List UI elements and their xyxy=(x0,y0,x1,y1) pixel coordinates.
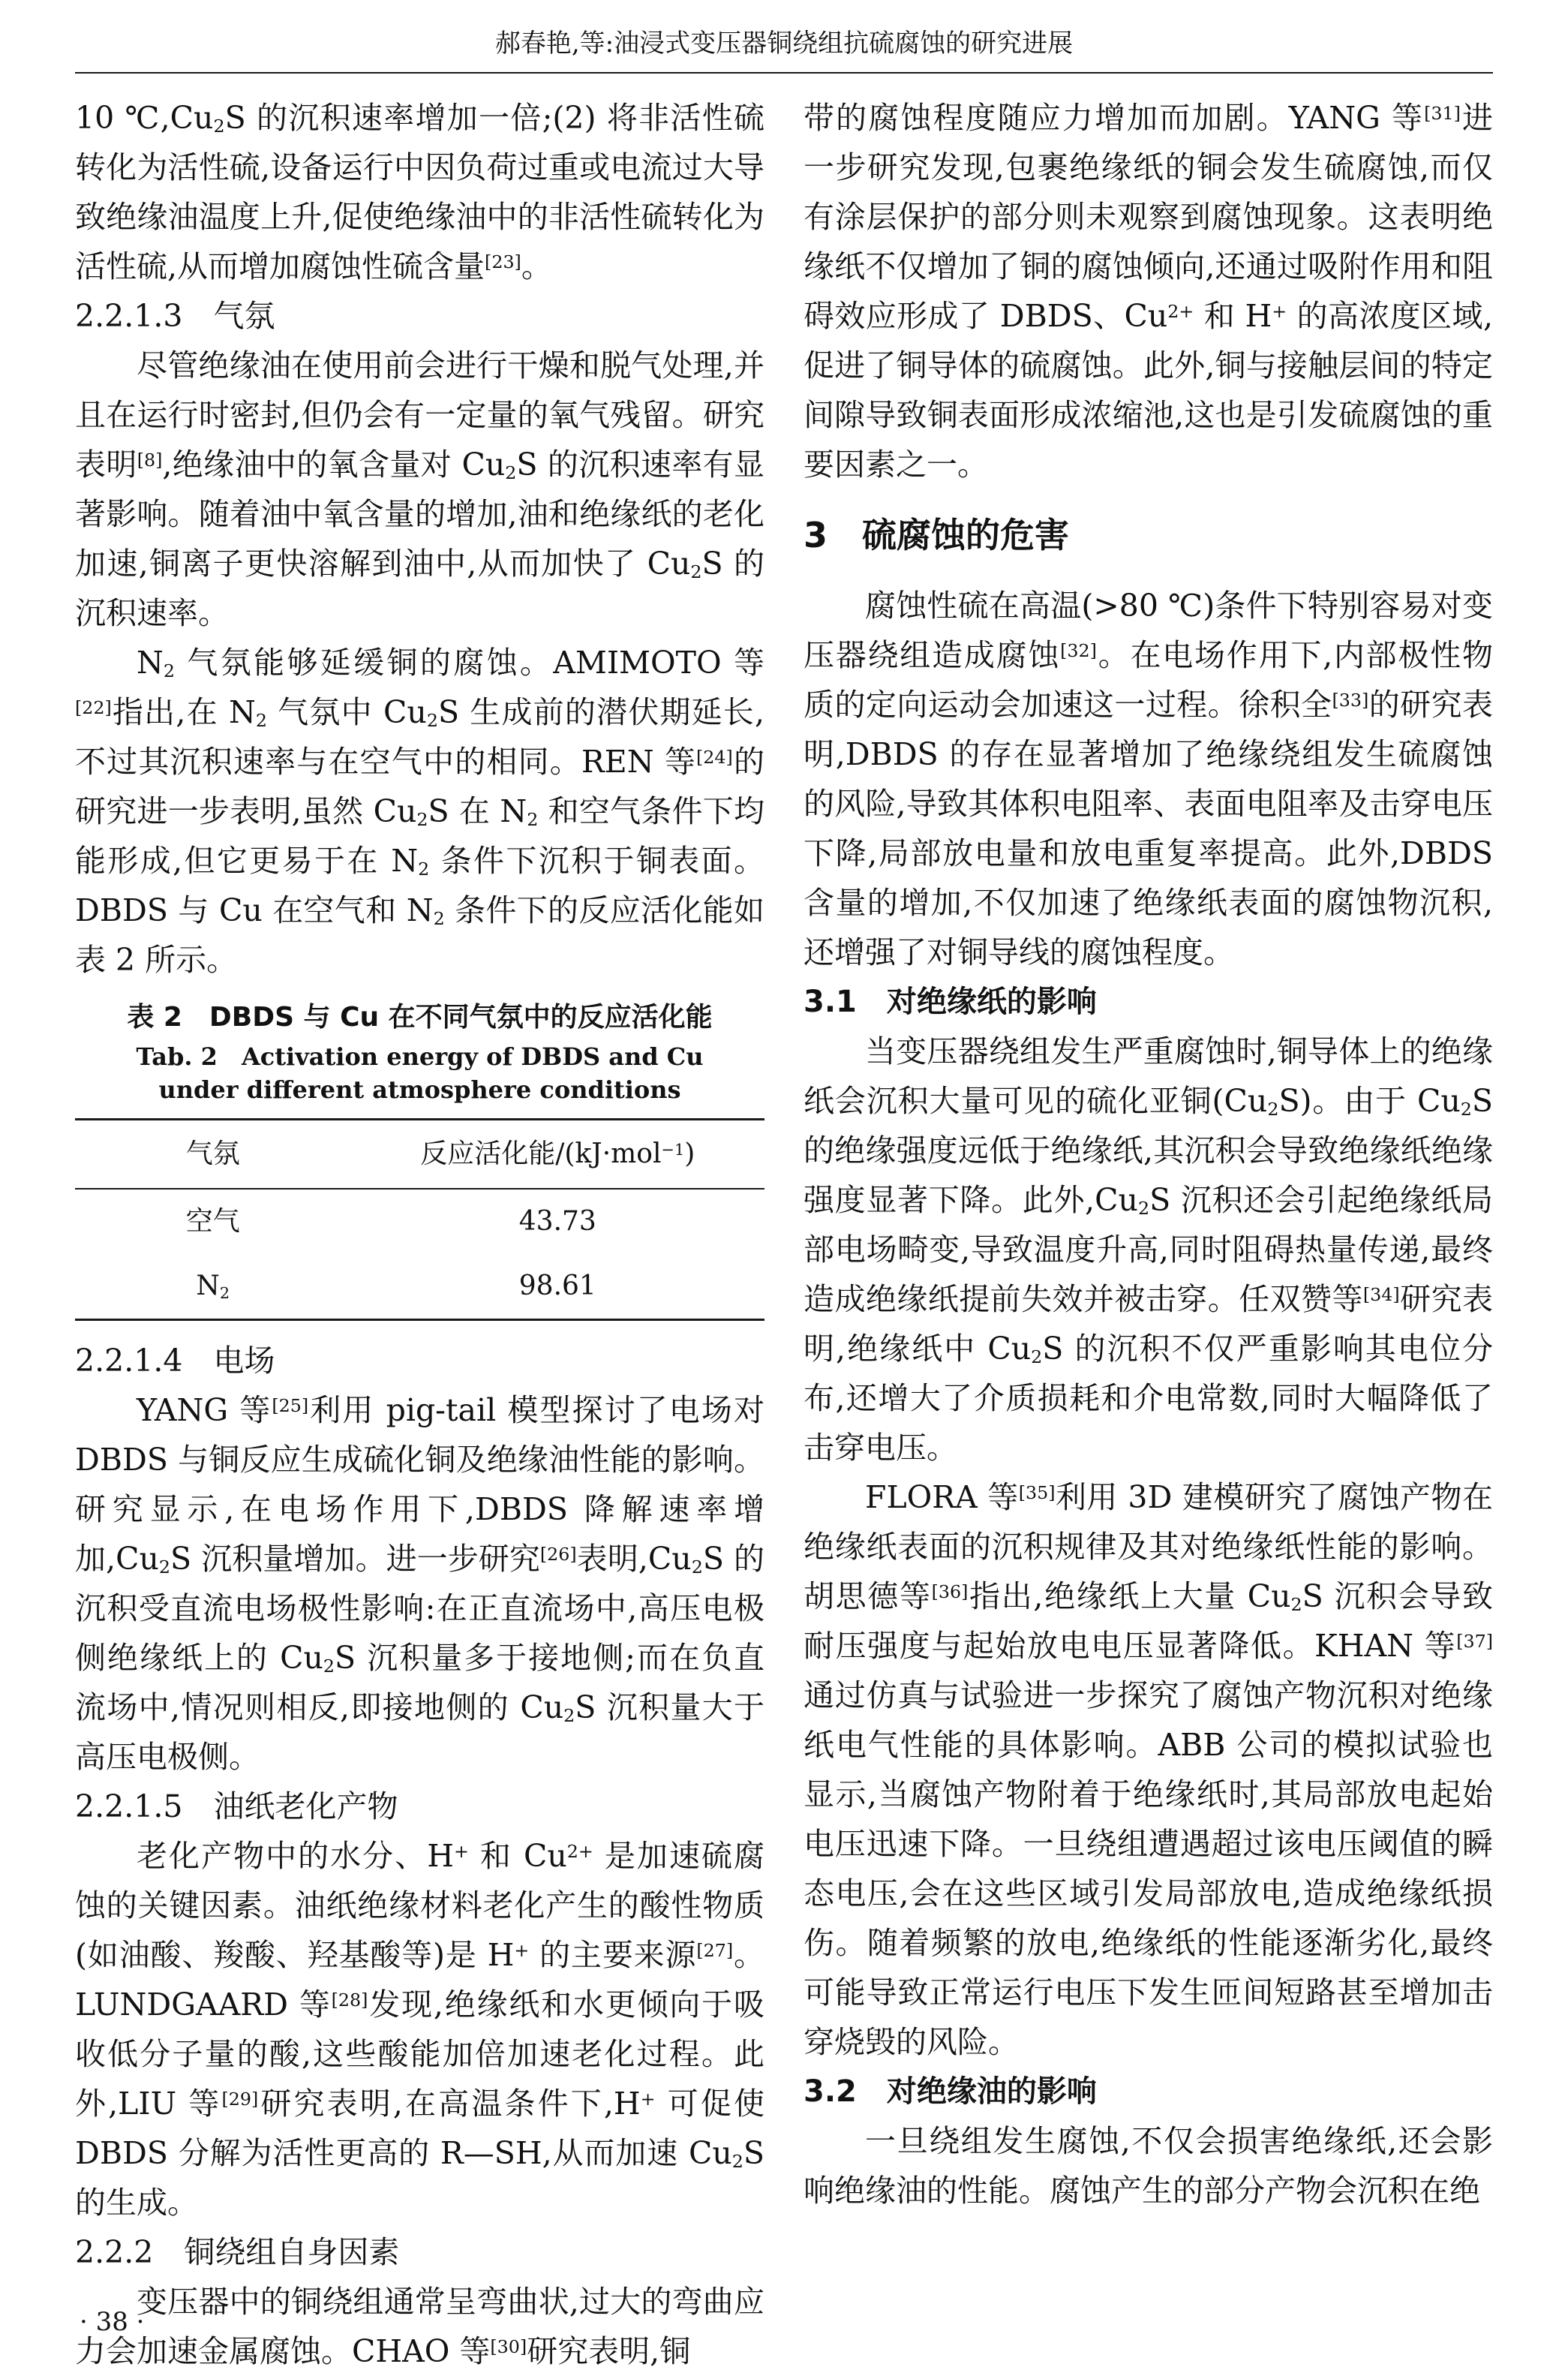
heading-2-2-1-3-atmosphere: 2.2.1.3 气氛 xyxy=(75,298,275,334)
table-2 xyxy=(75,1118,764,1321)
table-2-caption-en: Tab. 2 Activation energy of DBDS and Cu under different atmosphere conditions xyxy=(136,1042,704,1104)
heading-3-1-insulation-paper: 3.1 对绝缘纸的影响 xyxy=(804,985,1097,1019)
table-2-caption-zh: 表 2 DBDS 与 Cu 在不同气氛中的反应活化能 xyxy=(127,1002,713,1033)
heading-2-2-1-4-electric-field: 2.2.1.4 电场 xyxy=(75,1343,275,1379)
paragraph-copper-winding: 变压器中的铜绕组通常呈弯曲状,过大的弯曲应力会加速金属腐蚀。CHAO 等[30]研究表明,铜 xyxy=(75,2284,764,2369)
cell-activation-energy: 43.73 xyxy=(518,1206,596,1237)
paragraph-insulation-paper-1: 当变压器绕组发生严重腐蚀时,铜导体上的绝缘纸会沉积大量可见的硫化亚铜$(Cu_2S)$。由于 $Cu_2S$ 的绝缘强度远低于绝缘纸,其沉积会导致绝缘纸绝缘强度显著下降。此外$,Cu_2S$ 沉积还会引起绝缘纸局部电场畸变,导致温度升高,同时阻碍热量传递,最终造成绝缘纸提前失效并被击穿。任双赞等[34]研究表明,绝缘纸中 $Cu_2S$ 的沉积不仅严重影响其电位分布,还增大了介质损耗和介电常数,同时大幅降低了击穿电压。 xyxy=(804,1033,1494,1466)
heading-2-2-2-copper-winding: 2.2.2 铜绕组自身因素 xyxy=(75,2234,400,2270)
heading-3-sulfur-corrosion-hazards: 3 硫腐蚀的危害 xyxy=(804,515,1070,555)
paragraph-insulating-oil: 一旦绕组发生腐蚀,不仅会损害绝缘纸,还会影响绝缘油的性能。腐蚀产生的部分产物会沉积在绝 xyxy=(804,2123,1493,2209)
paragraph-continuation: 10 $℃,Cu_2S$ 的沉积速率增加一倍;(2) 将非活性硫转化为活性硫,设备运行中因负荷过重或电流过大导致绝缘油温度上升,促使绝缘油中的非活性硫转化为活性硫,从而增加腐蚀性硫含量[23]。 xyxy=(75,100,764,284)
paragraph-insulation-paper-2: FLORA 等[35]利用 3D 建模研究了腐蚀产物在绝缘纸表面的沉积规律及其对绝缘纸性能的影响。胡思德等[36]指出,绝缘纸上大量 $Cu_2S$ 沉积会导致耐压强度与起始放电电压显著降低。KHAN 等[37]通过仿真与试验进一步探究了腐蚀产物沉积对绝缘纸电气性能的具体影响。ABB 公司的模拟试验也显示,当腐蚀产物附着于绝缘纸时,其局部放电起始电压迅速下降。一旦绕组遭遇超过该电压阈值的瞬态电压,会在这些区域引发局部放电,造成绝缘纸损伤。随着频繁的放电,绝缘纸的性能逐渐劣化,最终可能导致正常运行电压下发生匝间短路甚至增加击穿烧毁的风险。 xyxy=(804,1479,1494,2060)
paragraph-atmosphere-1: 尽管绝缘油在使用前会进行干燥和脱气处理,并且在运行时密封,但仍会有一定量的氧气残留。研究表明[8],绝缘油中的氧含量对 $Cu_2S$ 的沉积速率有显著影响。随着油中氧含量的增加,油和绝缘纸的老化加速,铜离子更快溶解到油中,从而加快了 $Cu_2S$ 的沉积速率。 xyxy=(75,347,765,631)
table-2-header-activation-energy: 反应活化能/(kJ·mol$^{-1}$) xyxy=(351,1120,764,1190)
paragraph-aging-products: 老化产物中的水分、H+ 和 $Cu^{2+}$ 是加速硫腐蚀的关键因素。油纸绝缘材料老化产生的酸性物质(如油酸、羧酸、羟基酸等)是 H+ 的主要来源[27]。LUNDGAARD 等[28]发现,绝缘纸和水更倾向于吸收低分子量的酸,这些酸能加倍加速老化过程。此外,LIU 等[29]研究表明,在高温条件下,H+ 可促使 DBDS 分解为活性更高的 R—SH,从而加速 $Cu_2S$ 的生成。 xyxy=(75,1838,764,2221)
heading-2-2-1-5-aging-products: 2.2.1.5 油纸老化产物 xyxy=(75,1788,398,1824)
cell-atmosphere: 空气 xyxy=(185,1206,240,1237)
table-row xyxy=(75,1189,764,1254)
paragraph-hazards-intro: 腐蚀性硫在高温(>80 ℃)条件下特别容易对变压器绕组造成腐蚀[32]。在电场作用下,内部极性物质的定向运动会加速这一过程。徐积全[33]的研究表明,DBDS 的存在显著增加了绝缘绕组发生硫腐蚀的风险,导致其体积电阻率、表面电阻率及击穿电压下降,局部放电量和放电重复率提高。此外,DBDS 含量的增加,不仅加速了绝缘纸表面的腐蚀物沉积,还增强了对铜导线的腐蚀程度。 xyxy=(804,588,1494,970)
paragraph-continuation: 带的腐蚀程度随应力增加而加剧。YANG 等[31]进一步研究发现,包裹绝缘纸的铜会发生硫腐蚀,而仅有涂层保护的部分则未观察到腐蚀现象。这表明绝缘纸不仅增加了铜的腐蚀倾向,还通过吸附作用和阻碍效应形成了 DBDS、$Cu^{2+}$ 和 H+ 的高浓度区域,促进了铜导体的硫腐蚀。此外,铜与接触层间的特定间隙导致铜表面形成浓缩池,这也是引发硫腐蚀的重要因素之一。 xyxy=(804,100,1494,483)
table-header-row xyxy=(75,1120,764,1190)
page-number: · 38 · xyxy=(80,2307,145,2337)
heading-3-2-insulating-oil: 3.2 对绝缘油的影响 xyxy=(804,2074,1097,2109)
table-2-block xyxy=(75,997,764,1321)
table-2-header-atmosphere: 气氛 xyxy=(75,1120,351,1190)
page-header xyxy=(75,29,1493,74)
table-row xyxy=(75,1254,764,1320)
right-column xyxy=(804,93,1493,2376)
paragraph-electric-field: YANG 等[25]利用 pig-tail 模型探讨了电场对 DBDS 与铜反应生成硫化铜及绝缘油性能的影响。研究显示,在电场作用下,DBDS 降解速率增加$,Cu_2S$ 沉积量增加。进一步研究[26]表明$,Cu_2S$ 的沉积受直流电场极性影响:在正直流场中,高压电极侧绝缘纸上的 $Cu_2S$ 沉积量多于接地侧;而在负直流场中,情况则相反,即接地侧的 $Cu_2S$ 沉积量大于高压电极侧。 xyxy=(75,1392,765,1775)
paragraph-atmosphere-2: $N_2$ 气氛能够延缓铜的腐蚀。AMIMOTO 等[22]指出,在 $N_2$ 气氛中 $Cu_2S$ 生成前的潜伏期延长,不过其沉积速率与在空气中的相同。REN 等[24]的研究进一步表明,虽然 $Cu_2S$ 在 $N_2$ 和空气条件下均能形成,但它更易于在 $N_2$ 条件下沉积于铜表面。DBDS 与 Cu 在空气和 $N_2$ 条件下的反应活化能如表 2 所示。 xyxy=(75,645,764,978)
cell-activation-energy: 98.61 xyxy=(518,1271,596,1301)
left-column xyxy=(75,93,764,2376)
cell-atmosphere: $N_2$ xyxy=(196,1271,230,1302)
content-columns xyxy=(75,74,1493,2376)
running-header: 郝春艳,等:油浸式变压器铜绕组抗硫腐蚀的研究进展 xyxy=(494,29,1074,59)
